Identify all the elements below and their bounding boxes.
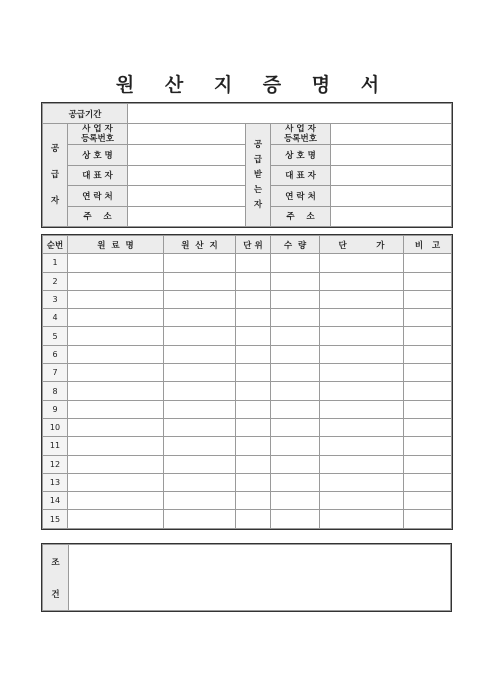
supplier-representative-label: 대 표 자 bbox=[68, 165, 128, 186]
col-origin-header: 원 산 지 bbox=[164, 236, 236, 254]
material-cell[interactable] bbox=[68, 492, 164, 510]
table-row bbox=[43, 272, 452, 290]
material-cell[interactable] bbox=[68, 418, 164, 436]
remarks-cell[interactable] bbox=[404, 418, 452, 436]
supplier-char: 급 bbox=[50, 170, 60, 180]
row-number: 5 bbox=[43, 327, 68, 345]
unit-price-cell[interactable] bbox=[320, 437, 404, 455]
business-no-line2: 등록번호 bbox=[81, 134, 114, 144]
remarks-cell[interactable] bbox=[404, 254, 452, 272]
material-cell[interactable] bbox=[68, 327, 164, 345]
table-row bbox=[43, 400, 452, 418]
origin-cell[interactable] bbox=[164, 473, 236, 491]
unit-cell[interactable] bbox=[236, 510, 271, 528]
origin-cell[interactable] bbox=[164, 437, 236, 455]
quantity-cell[interactable] bbox=[271, 382, 320, 400]
quantity-cell[interactable] bbox=[271, 327, 320, 345]
table-row bbox=[43, 455, 452, 473]
quantity-cell[interactable] bbox=[271, 254, 320, 272]
supplier-representative-field[interactable] bbox=[128, 165, 246, 186]
col-unit-header: 단 위 bbox=[236, 236, 271, 254]
supplier-business-no-label bbox=[68, 124, 128, 145]
table-row bbox=[43, 364, 452, 382]
unit-cell[interactable] bbox=[236, 345, 271, 363]
quantity-cell[interactable] bbox=[271, 364, 320, 382]
quantity-cell[interactable] bbox=[271, 473, 320, 491]
quantity-cell[interactable] bbox=[271, 400, 320, 418]
table-row bbox=[43, 473, 452, 491]
unit-cell[interactable] bbox=[236, 473, 271, 491]
supplier-contact-field[interactable] bbox=[128, 186, 246, 207]
business-no-line1: 사 업 자 bbox=[82, 124, 113, 134]
material-cell[interactable] bbox=[68, 510, 164, 528]
row-number: 8 bbox=[43, 382, 68, 400]
receiver-address-label: 주 소 bbox=[271, 206, 331, 227]
unit-cell[interactable] bbox=[236, 309, 271, 327]
receiver-char: 급 bbox=[253, 154, 263, 165]
unit-price-cell[interactable] bbox=[320, 290, 404, 308]
remarks-cell[interactable] bbox=[404, 345, 452, 363]
table-row bbox=[43, 254, 452, 272]
receiver-label bbox=[246, 124, 271, 227]
origin-cell[interactable] bbox=[164, 364, 236, 382]
origin-cell[interactable] bbox=[164, 382, 236, 400]
col-quantity-header: 수 량 bbox=[271, 236, 320, 254]
conditions-char: 건 bbox=[51, 589, 60, 600]
material-cell[interactable] bbox=[68, 309, 164, 327]
remarks-cell[interactable] bbox=[404, 290, 452, 308]
row-number: 2 bbox=[43, 272, 68, 290]
row-number: 3 bbox=[43, 290, 68, 308]
receiver-contact-field[interactable] bbox=[331, 186, 452, 207]
receiver-representative-label: 대 표 자 bbox=[271, 165, 331, 186]
row-number: 4 bbox=[43, 309, 68, 327]
row-number: 14 bbox=[43, 492, 68, 510]
row-number: 15 bbox=[43, 510, 68, 528]
origin-cell[interactable] bbox=[164, 309, 236, 327]
receiver-char: 받 bbox=[253, 169, 263, 180]
quantity-cell[interactable] bbox=[271, 290, 320, 308]
row-number: 11 bbox=[43, 437, 68, 455]
unit-cell[interactable] bbox=[236, 364, 271, 382]
quantity-cell[interactable] bbox=[271, 418, 320, 436]
receiver-business-no-label bbox=[271, 124, 331, 145]
unit-cell[interactable] bbox=[236, 455, 271, 473]
table-row bbox=[43, 309, 452, 327]
row-number: 7 bbox=[43, 364, 68, 382]
unit-cell[interactable] bbox=[236, 437, 271, 455]
origin-cell[interactable] bbox=[164, 272, 236, 290]
material-cell[interactable] bbox=[68, 272, 164, 290]
unit-price-cell[interactable] bbox=[320, 254, 404, 272]
unit-cell[interactable] bbox=[236, 382, 271, 400]
table-row bbox=[43, 382, 452, 400]
conditions-char: 조 bbox=[51, 557, 60, 568]
receiver-char: 공 bbox=[253, 139, 263, 150]
unit-price-cell[interactable] bbox=[320, 473, 404, 491]
supplier-company-field[interactable] bbox=[128, 145, 246, 166]
supplier-address-label: 주 소 bbox=[68, 206, 128, 227]
unit-price-cell[interactable] bbox=[320, 510, 404, 528]
table-row bbox=[43, 492, 452, 510]
supplier-contact-label: 연 락 처 bbox=[68, 186, 128, 207]
material-cell[interactable] bbox=[68, 290, 164, 308]
unit-price-cell[interactable] bbox=[320, 382, 404, 400]
material-cell[interactable] bbox=[68, 455, 164, 473]
origin-cell[interactable] bbox=[164, 254, 236, 272]
unit-cell[interactable] bbox=[236, 418, 271, 436]
col-material-header: 원 료 명 bbox=[68, 236, 164, 254]
conditions-table bbox=[42, 544, 451, 611]
receiver-address-field[interactable] bbox=[331, 206, 452, 227]
row-number: 6 bbox=[43, 345, 68, 363]
quantity-cell[interactable] bbox=[271, 437, 320, 455]
remarks-cell[interactable] bbox=[404, 382, 452, 400]
table-row bbox=[43, 510, 452, 528]
unit-price-cell[interactable] bbox=[320, 455, 404, 473]
origin-cell[interactable] bbox=[164, 455, 236, 473]
table-row bbox=[43, 327, 452, 345]
remarks-cell[interactable] bbox=[404, 455, 452, 473]
supplier-label bbox=[43, 124, 68, 227]
receiver-char: 는 bbox=[253, 184, 263, 195]
remarks-cell[interactable] bbox=[404, 309, 452, 327]
unit-price-cell[interactable] bbox=[320, 492, 404, 510]
unit-cell[interactable] bbox=[236, 400, 271, 418]
quantity-cell[interactable] bbox=[271, 510, 320, 528]
row-number: 1 bbox=[43, 254, 68, 272]
quantity-cell[interactable] bbox=[271, 455, 320, 473]
remarks-cell[interactable] bbox=[404, 327, 452, 345]
table-row bbox=[43, 418, 452, 436]
row-number: 12 bbox=[43, 455, 68, 473]
unit-price-cell[interactable] bbox=[320, 272, 404, 290]
table-row bbox=[43, 345, 452, 363]
supply-period-field[interactable] bbox=[128, 104, 452, 124]
supplier-address-field[interactable] bbox=[128, 206, 246, 227]
remarks-cell[interactable] bbox=[404, 510, 452, 528]
remarks-cell[interactable] bbox=[404, 437, 452, 455]
supplier-company-label: 상 호 명 bbox=[68, 145, 128, 166]
col-no-header: 순번 bbox=[43, 236, 68, 254]
party-info-table bbox=[42, 103, 452, 227]
unit-cell[interactable] bbox=[236, 290, 271, 308]
quantity-cell[interactable] bbox=[271, 272, 320, 290]
material-cell[interactable] bbox=[68, 382, 164, 400]
material-cell[interactable] bbox=[68, 400, 164, 418]
receiver-company-label: 상 호 명 bbox=[271, 145, 331, 166]
unit-price-cell[interactable] bbox=[320, 327, 404, 345]
col-remarks-header: 비 고 bbox=[404, 236, 452, 254]
quantity-cell[interactable] bbox=[271, 309, 320, 327]
unit-cell[interactable] bbox=[236, 327, 271, 345]
supplier-business-no-field[interactable] bbox=[128, 124, 246, 145]
origin-cell[interactable] bbox=[164, 345, 236, 363]
table-row bbox=[43, 437, 452, 455]
unit-cell[interactable] bbox=[236, 254, 271, 272]
quantity-cell[interactable] bbox=[271, 492, 320, 510]
document-title: 원 산 지 증 명 서 bbox=[115, 74, 392, 96]
receiver-company-field[interactable] bbox=[331, 145, 452, 166]
remarks-cell[interactable] bbox=[404, 473, 452, 491]
conditions-field[interactable] bbox=[69, 545, 451, 611]
business-no-line1: 사 업 자 bbox=[285, 124, 316, 134]
material-cell[interactable] bbox=[68, 437, 164, 455]
remarks-cell[interactable] bbox=[404, 364, 452, 382]
table-row bbox=[43, 290, 452, 308]
material-cell[interactable] bbox=[68, 254, 164, 272]
receiver-char: 자 bbox=[253, 199, 263, 210]
material-cell[interactable] bbox=[68, 364, 164, 382]
unit-price-cell[interactable] bbox=[320, 364, 404, 382]
unit-cell[interactable] bbox=[236, 272, 271, 290]
row-number: 9 bbox=[43, 400, 68, 418]
quantity-cell[interactable] bbox=[271, 345, 320, 363]
origin-cell[interactable] bbox=[164, 418, 236, 436]
row-number: 13 bbox=[43, 473, 68, 491]
remarks-cell[interactable] bbox=[404, 272, 452, 290]
origin-cell[interactable] bbox=[164, 327, 236, 345]
unit-price-cell[interactable] bbox=[320, 309, 404, 327]
origin-cell[interactable] bbox=[164, 400, 236, 418]
unit-price-cell[interactable] bbox=[320, 400, 404, 418]
conditions-label bbox=[43, 545, 69, 611]
receiver-business-no-field[interactable] bbox=[331, 124, 452, 145]
unit-price-cell[interactable] bbox=[320, 345, 404, 363]
remarks-cell[interactable] bbox=[404, 492, 452, 510]
material-cell[interactable] bbox=[68, 345, 164, 363]
origin-cell[interactable] bbox=[164, 290, 236, 308]
unit-price-cell[interactable] bbox=[320, 418, 404, 436]
unit-cell[interactable] bbox=[236, 492, 271, 510]
origin-cell[interactable] bbox=[164, 510, 236, 528]
col-unit-price-header: 단 가 bbox=[320, 236, 404, 254]
receiver-contact-label: 연 락 처 bbox=[271, 186, 331, 207]
receiver-representative-field[interactable] bbox=[331, 165, 452, 186]
business-no-line2: 등록번호 bbox=[284, 134, 317, 144]
material-cell[interactable] bbox=[68, 473, 164, 491]
row-number: 10 bbox=[43, 418, 68, 436]
items-table bbox=[42, 235, 452, 529]
origin-cell[interactable] bbox=[164, 492, 236, 510]
supplier-char: 공 bbox=[50, 144, 60, 154]
supply-period-label: 공급기간 bbox=[43, 104, 128, 124]
remarks-cell[interactable] bbox=[404, 400, 452, 418]
supplier-char: 자 bbox=[50, 196, 60, 206]
